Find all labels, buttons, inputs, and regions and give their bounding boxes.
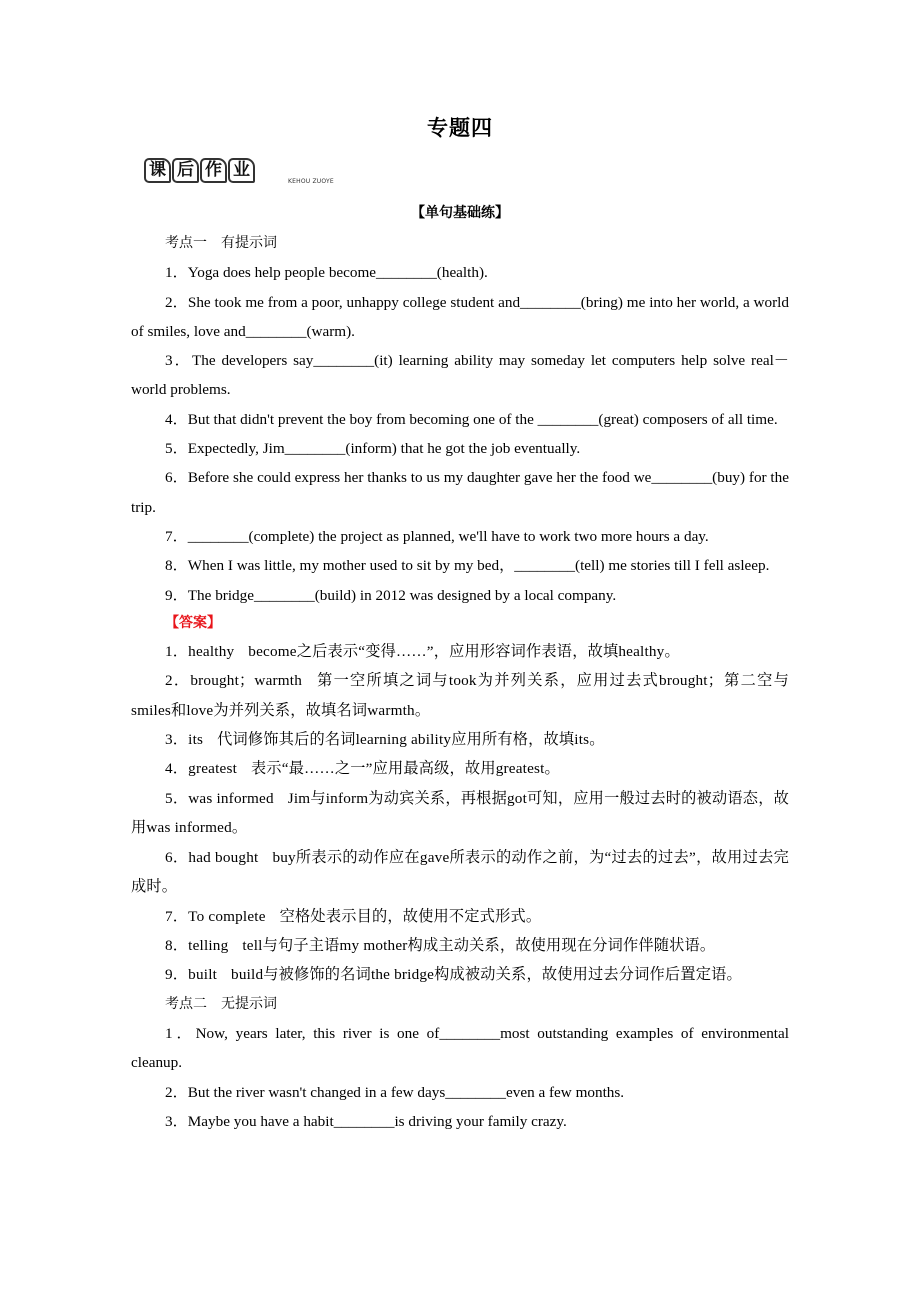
part1-heading: 考点一 有提示词 xyxy=(165,235,277,251)
question-item: 9．The bridge________(build) in 2012 was designed by a local company. xyxy=(165,586,617,604)
answer-explanation: buy所表示的动作应在gave所表示的动作之前，为“过去的过去”，故用过去完成时。 xyxy=(131,848,789,896)
question-item: 7．________(complete) the project as planned, we'll have to work two more hours a day. xyxy=(165,527,709,545)
document-title: 专题四 xyxy=(427,116,493,140)
answer-explanation: Jim与inform为动宾关系，再根据got可知，应用一般过去时的被动语态，故用was informed。 xyxy=(131,789,789,837)
question-item: 2．But the river wasn't changed in a few days________even a few months. xyxy=(165,1083,625,1101)
part2-heading: 考点二 无提示词 xyxy=(165,995,277,1012)
question-item: 4．But that didn't prevent the boy from becoming one of the ________(great) composers of all time. xyxy=(165,410,778,428)
answer-explanation: build与被修饰的名词the bridge构成被动关系，故使用过去分词作后置定语。 xyxy=(231,966,742,984)
banner-ramp-decoration xyxy=(262,170,284,185)
answer-label: 【答案】 xyxy=(165,614,221,631)
answer-item xyxy=(131,754,789,783)
answer-key: 3．its xyxy=(165,731,204,749)
banner-subtitle: KEHOU ZUOYE xyxy=(288,178,334,185)
answer-explanation: tell与句子主语my mother构成主动关系，故使用现在分词作伴随状语。 xyxy=(242,936,716,954)
answer-explanation: 代词修饰其后的名词learning ability应用所有格，故填its。 xyxy=(217,731,605,749)
question-item: 3．The developers say________(it) learning ability may someday let computers help solve real－world problems. xyxy=(131,352,789,399)
arrow-right-icon xyxy=(766,177,772,185)
answer-item xyxy=(131,725,789,754)
answer-item xyxy=(131,902,789,931)
answer-key: 4．greatest xyxy=(165,760,238,778)
answer-key: 5．was informed xyxy=(165,789,274,807)
question-item: 6．Before she could express her thanks to us my daughter gave her the food we________(buy) for the trip. xyxy=(131,469,789,516)
banner-tile: 业 xyxy=(228,158,255,183)
answer-item xyxy=(131,637,789,666)
document-body xyxy=(131,200,789,1136)
question-item: 2．She took me from a poor, unhappy college student and________(bring) me into her world, a world of smiles, love and________(warm). xyxy=(131,293,789,340)
answer-key: 1．healthy xyxy=(165,642,235,660)
banner-tile: 课 xyxy=(144,158,171,183)
answer-explanation: become之后表示“变得……”，应用形容词作表语，故填healthy。 xyxy=(248,642,680,660)
answer-item xyxy=(131,784,789,843)
question-item: 8．When I was little, my mother used to sit by my bed，________(tell) me stories till I fell asleep. xyxy=(165,557,770,575)
banner-tiles xyxy=(144,158,255,183)
answer-item xyxy=(131,843,789,902)
homework-banner xyxy=(144,158,776,188)
answer-explanation: 表示“最……之一”应用最高级，故用greatest。 xyxy=(251,760,560,778)
answer-key: 7．To complete xyxy=(165,907,266,925)
answer-item xyxy=(131,666,789,725)
banner-tile: 作 xyxy=(200,158,227,183)
answer-explanation: 第一空所填之词与took为并列关系，应用过去式brought；第二空与smiles和love为并列关系，故填名词warmth。 xyxy=(131,672,790,719)
answer-key: 2．brought；warmth xyxy=(165,672,302,690)
answer-key: 6．had bought xyxy=(165,848,259,866)
question-item: 3．Maybe you have a habit________is driving your family crazy. xyxy=(165,1112,567,1130)
question-item: 5．Expectedly, Jim________(inform) that he got the job eventually. xyxy=(165,440,581,458)
question-item: 1．Now, years later, this river is one of________most outstanding examples of environmental cleanup. xyxy=(131,1025,789,1072)
answer-item xyxy=(131,960,789,989)
section-title: 【单句基础练】 xyxy=(411,205,509,221)
answer-explanation: 空格处表示目的，故使用不定式形式。 xyxy=(279,907,542,925)
banner-tile: 后 xyxy=(172,158,199,183)
answer-key: 8．telling xyxy=(165,936,229,954)
answer-key: 9．built xyxy=(165,966,218,984)
question-item: 1．Yoga does help people become________(health). xyxy=(165,264,488,282)
answer-item xyxy=(131,931,789,960)
